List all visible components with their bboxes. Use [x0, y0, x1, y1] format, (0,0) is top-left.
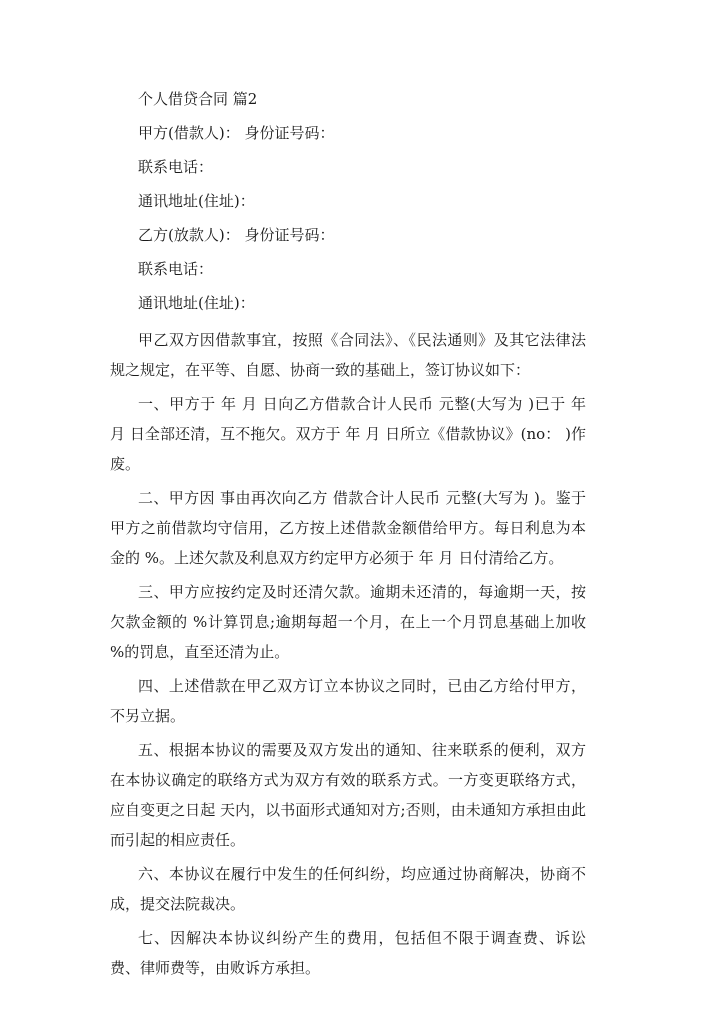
party-b-phone: 联系电话：	[138, 260, 214, 278]
party-a-phone: 联系电话：	[138, 158, 214, 176]
clause-2: 二、甲方因 事由再次向乙方 借款合计人民币 元整(大写为 )。鉴于甲方之前借款均守信用，乙方按上述借款金额借给甲方。每日利息为本金的 %。上述欠款及利息双方约定甲方必须于 年 月 日付清给乙方。	[110, 489, 586, 567]
clause-3: 三、甲方应按约定及时还清欠款。逾期未还清的，每逾期一天，按欠款金额的 %计算罚息;逾期每超一个月，在上一个月罚息基础上加收 %的罚息，直至还清为止。	[110, 583, 586, 661]
preamble-paragraph: 甲乙双方因借款事宜，按照《合同法》、《民法通则》及其它法律法规之规定，在平等、自愿、协商一致的基础上，签订协议如下：	[110, 331, 586, 379]
clause-7: 七、因解决本协议纠纷产生的费用，包括但不限于调查费、诉讼费、律师费等，由败诉方承担。	[110, 929, 586, 977]
party-b-address: 通讯地址(住址)：	[138, 294, 255, 312]
clause-4: 四、上述借款在甲乙双方订立本协议之同时，已由乙方给付甲方，不另立据。	[110, 677, 586, 725]
party-a-line: 甲方(借款人)： 身份证号码：	[138, 124, 335, 142]
party-a-address: 通讯地址(住址)：	[138, 192, 255, 210]
document-title: 个人借贷合同 篇2	[138, 90, 258, 108]
clause-6: 六、本协议在履行中发生的任何纠纷，均应通过协商解决，协商不成，提交法院裁决。	[110, 865, 586, 913]
clause-5: 五、根据本协议的需要及双方发出的通知、往来联系的便利，双方在本协议确定的联络方式为双方有效的联系方式。一方变更联络方式，应自变更之日起 天内，以书面形式通知对方;否则，由未通知方承担由此而引起的相应责任。	[110, 741, 586, 849]
party-b-line: 乙方(放款人)： 身份证号码：	[138, 226, 335, 244]
clause-1: 一、甲方于 年 月 日向乙方借款合计人民币 元整(大写为 )已于 年 月 日全部还清，互不拖欠。双方于 年 月 日所立《借款协议》(no： )作废。	[110, 395, 586, 473]
